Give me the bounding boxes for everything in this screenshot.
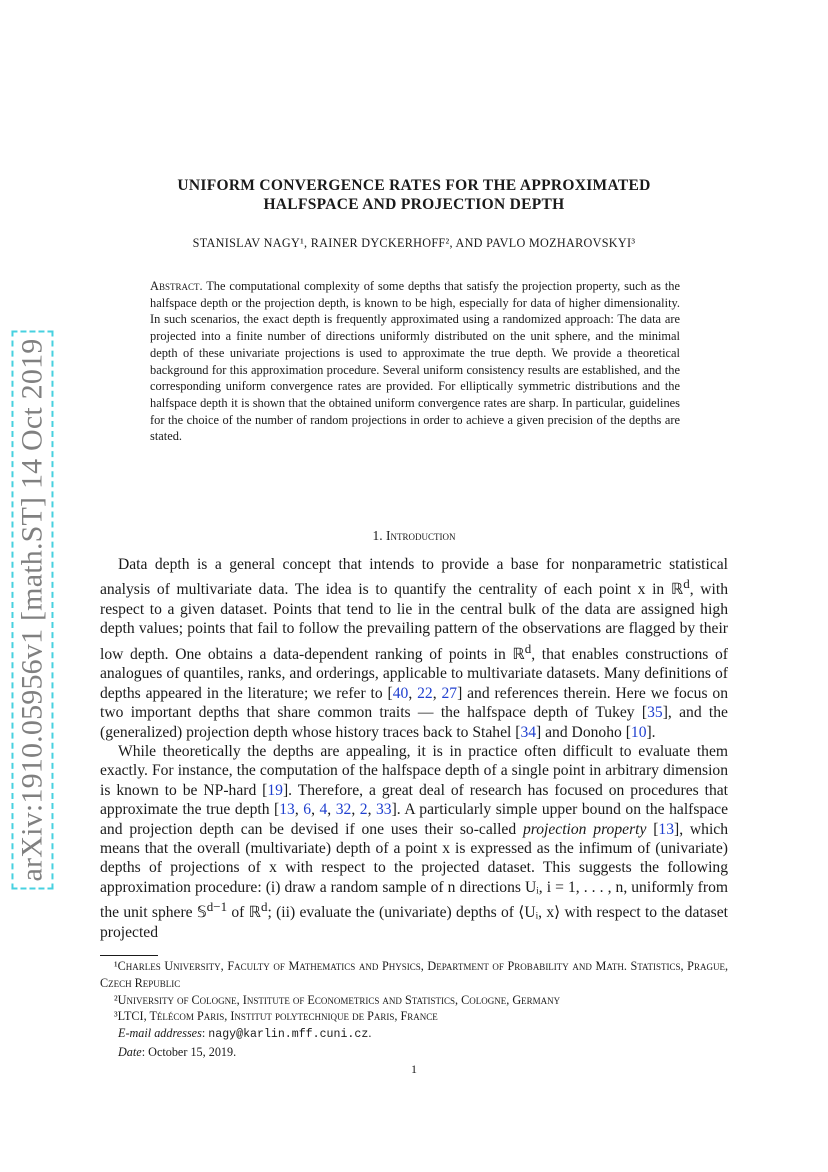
text-run: ]. Therefore, a great deal of research has focused on procedures that approximate the true depth [ <box>100 781 729 819</box>
text-run: , that enables constructions of analogues of quantiles, ranks, and orderings, applicable to multivariate datasets. Many definitions of depths appeared in the literature; we refer to [ <box>100 646 728 702</box>
text-run: of ℝ <box>227 904 261 922</box>
superscript: d <box>524 640 532 656</box>
text-run: ] and Donoho [ <box>536 723 631 741</box>
text-run: , with respect to a given dataset. Points that tend to lie in the central bulk of the data are assigned high depth values; points that fail to follow the prevailing pattern of the observations are flagged by their low depth. One obtains a data-dependent ranking of points in ℝ <box>100 581 728 663</box>
citation-link[interactable]: 19 <box>267 781 283 799</box>
email-address[interactable]: nagy@karlin.mff.cuni.cz <box>208 1028 369 1042</box>
text-run: Data depth is a general concept that intends to provide a base for nonparametric statistical analysis of multivariate data. The idea is to quantify the centrality of each point x in ℝ <box>100 556 728 599</box>
title-line-2: HALFSPACE AND PROJECTION DEPTH <box>263 196 565 213</box>
text-run: , <box>367 801 376 819</box>
text-run: ] and references therein. Here we focus on two important depths that share common traits — the halfspace depth of Tukey [ <box>100 684 729 722</box>
citation-link[interactable]: 10 <box>630 723 647 741</box>
title-line-1: UNIFORM CONVERGENCE RATES FOR THE APPROXIMATED <box>177 177 651 194</box>
abstract-label: Abstract. <box>150 279 203 293</box>
text-run: ], and the (generalized) projection depth whose history traces back to Stahel [ <box>100 704 728 741</box>
citation-link[interactable]: 32 <box>335 801 352 819</box>
footnote-2: ²University of Cologne, Institute of Econometrics and Statistics, Cologne, Germany <box>114 992 561 1007</box>
text-run: , <box>311 801 320 819</box>
paper-title <box>100 176 728 214</box>
citation-link[interactable]: 6 <box>303 801 312 819</box>
footnotes <box>100 958 728 1061</box>
footnote-3: ³LTCI, Télécom Paris, Institut polytechnique de Paris, France <box>114 1009 438 1024</box>
text-run: ]. A particularly simple upper bound on the halfspace and projection depth can be devised if one uses their so-called <box>100 801 728 838</box>
footnote-rule <box>100 955 158 956</box>
superscript: d <box>261 899 268 915</box>
body-text <box>100 555 728 942</box>
text-run: , <box>327 801 336 819</box>
superscript: d−1 <box>206 899 228 915</box>
arxiv-stamp[interactable] <box>8 320 56 900</box>
text-run: While theoretically the depths are appealing, it is in practice often difficult to evaluate them exactly. For instance, the computation of the halfspace depth of a single point in arbitrary dimension is known to be NP-hard [ <box>100 743 728 799</box>
citation-link[interactable]: 34 <box>520 723 537 741</box>
citation-link[interactable]: 4 <box>319 801 328 819</box>
text-run: ]. <box>646 723 656 741</box>
citation-link[interactable]: 13 <box>279 801 295 819</box>
authors: STANISLAV NAGY¹, RAINER DYCKERHOFF², AND PAVLO MOZHAROVSKYI³ <box>192 236 636 250</box>
citation-link[interactable]: 22 <box>417 684 433 702</box>
footnote-1: ¹Charles University, Faculty of Mathematics and Physics, Department of Probability and Math. Statistics, Prague, Czech Republic <box>100 959 728 990</box>
text-run: ], which means that the overall (multivariate) depth of a point x is expressed as the infimum of (univariate) depths of projections of x with respect to the projected dataset. This suggests the following approximation procedure: (i) draw a random sample of n directions Uᵢ, i = 1, . . . , n, uniformly from the unit sphere 𝕊 <box>100 820 729 922</box>
text-run: , <box>432 684 442 702</box>
page-number: 1 <box>411 1062 417 1076</box>
abstract <box>150 278 680 445</box>
date-value: October 15, 2019. <box>148 1044 237 1059</box>
citation-link[interactable]: 2 <box>359 801 368 819</box>
citation-link[interactable]: 35 <box>647 704 663 722</box>
date-label: Date <box>118 1044 142 1059</box>
paragraph-2 <box>100 742 728 942</box>
arxiv-id[interactable]: arXiv:1910.05956v1 [math.ST] 14 Oct 2019 <box>15 335 49 886</box>
citation-link[interactable]: 13 <box>658 820 674 838</box>
text-run: , <box>351 801 360 819</box>
citation-link[interactable]: 40 <box>392 684 409 702</box>
text-run: , <box>408 684 418 702</box>
text-run: ; (ii) evaluate the (univariate) depths of ⟨Uᵢ, x⟩ with respect to the dataset projected <box>100 904 728 941</box>
citation-link[interactable]: 33 <box>376 801 392 819</box>
email-label: E-mail addresses <box>118 1026 202 1041</box>
text-run: [ <box>646 820 659 838</box>
section-title: 1. Introduction <box>372 528 456 543</box>
email-line: E-mail addresses: nagy@karlin.mff.cuni.cz. <box>118 1026 372 1042</box>
citation-link[interactable]: 27 <box>441 684 458 702</box>
text-run: , <box>294 801 304 819</box>
superscript: d <box>683 576 690 592</box>
emphasis: projection property <box>522 820 647 838</box>
abstract-text: The computational complexity of some depths that satisfy the projection property, such as the halfspace depth or the projection depth, is known to be high, especially for data of higher dimensionality. In such scenarios, the exact depth is frequently approximated using a randomized approach: The data are projected into a finite number of directions uniformly distributed on the unit sphere, and the minimal depth of these univariate projections is used to approximate the true depth. We provide a theoretical background for this approximation procedure. Several uniform consistency results are established, and the corresponding uniform convergence rates are provided. For elliptically symmetric distributions and the halfspace depth it is shown that the obtained uniform convergence rates are sharp. In particular, guidelines for the choice of the number of random projections in order to achieve a given precision of the depths are stated. <box>150 279 681 444</box>
paragraph-1 <box>100 555 728 742</box>
date-line: Date: October 15, 2019. <box>118 1044 237 1059</box>
